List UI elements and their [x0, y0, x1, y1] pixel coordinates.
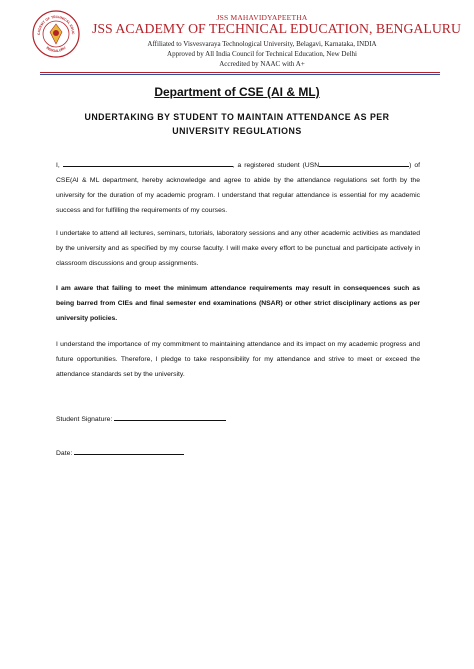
institution-logo — [32, 10, 80, 58]
logo-text-top: CADEMY OF TECHNICAL EDUC — [36, 14, 76, 36]
department-title: Department of CSE (AI & ML) — [154, 85, 320, 99]
document-title: UNDERTAKING BY STUDENT TO MAINTAIN ATTENDANCE AS PER UNIVERSITY REGULATIONS — [84, 112, 390, 136]
date-label: Date: — [56, 450, 75, 457]
institution-name: JSS ACADEMY OF TECHNICAL EDUCATION, BENGALURU — [92, 21, 461, 36]
approval-line: Approved by All India Council for Technical Education, New Delhi — [167, 50, 357, 58]
paragraph-undertaking: I undertake to attend all lectures, seminars, tutorials, laboratory sessions and any other academic activities as mandated by the university and as specified by my course faculty. I will make every effort to be punctual and participate actively in classroom discussions and group assignments. — [56, 230, 420, 267]
declaration-mid: , a registered student (USN — [232, 162, 320, 169]
declaration-start: I, — [56, 162, 63, 169]
signature-line — [56, 413, 226, 423]
header-divider-red — [40, 72, 440, 73]
paragraph-consequences: I am aware that failing to meet the minimum attendance requirements may result in consequences such as being barred from CIEs and final semester end examinations (NSAR) or other strict disciplinary actions as per university policies. — [56, 285, 420, 322]
accreditation-line: Accredited by NAAC with A+ — [219, 60, 305, 68]
signature-label: Student Signature: — [56, 416, 115, 423]
paragraph-declaration — [56, 158, 420, 218]
signature-blank[interactable] — [114, 413, 226, 421]
logo-text-bottom: BENGALURU — [45, 45, 67, 54]
affiliation-line: Affiliated to Visvesvaraya Technological University, Belagavi, Karnataka, INDIA — [147, 40, 377, 48]
header-top-line: JSS MAHAVIDYAPEETHA — [216, 13, 308, 22]
date-line — [56, 447, 184, 457]
header-divider-blue — [40, 74, 440, 75]
usn-blank[interactable] — [319, 159, 412, 169]
declaration-end: ) — [409, 162, 412, 169]
student-name-blank[interactable] — [63, 159, 233, 167]
date-blank[interactable] — [74, 447, 184, 455]
declaration-rest: of CSE(AI & ML department, hereby acknowledge and agree to abide by the attendance regulations set forth by the university for the duration of my academic program. I understand that regular attendance is essential for my academic success and for fulfilling the requirements of my courses. — [56, 162, 421, 214]
paragraph-pledge: I understand the importance of my commitment to maintaining attendance and its impact on my academic progress and future opportunities. Therefore, I pledge to take responsibility for my attendance and strive to meet or exceed the attendance standards set by the university. — [56, 341, 420, 378]
